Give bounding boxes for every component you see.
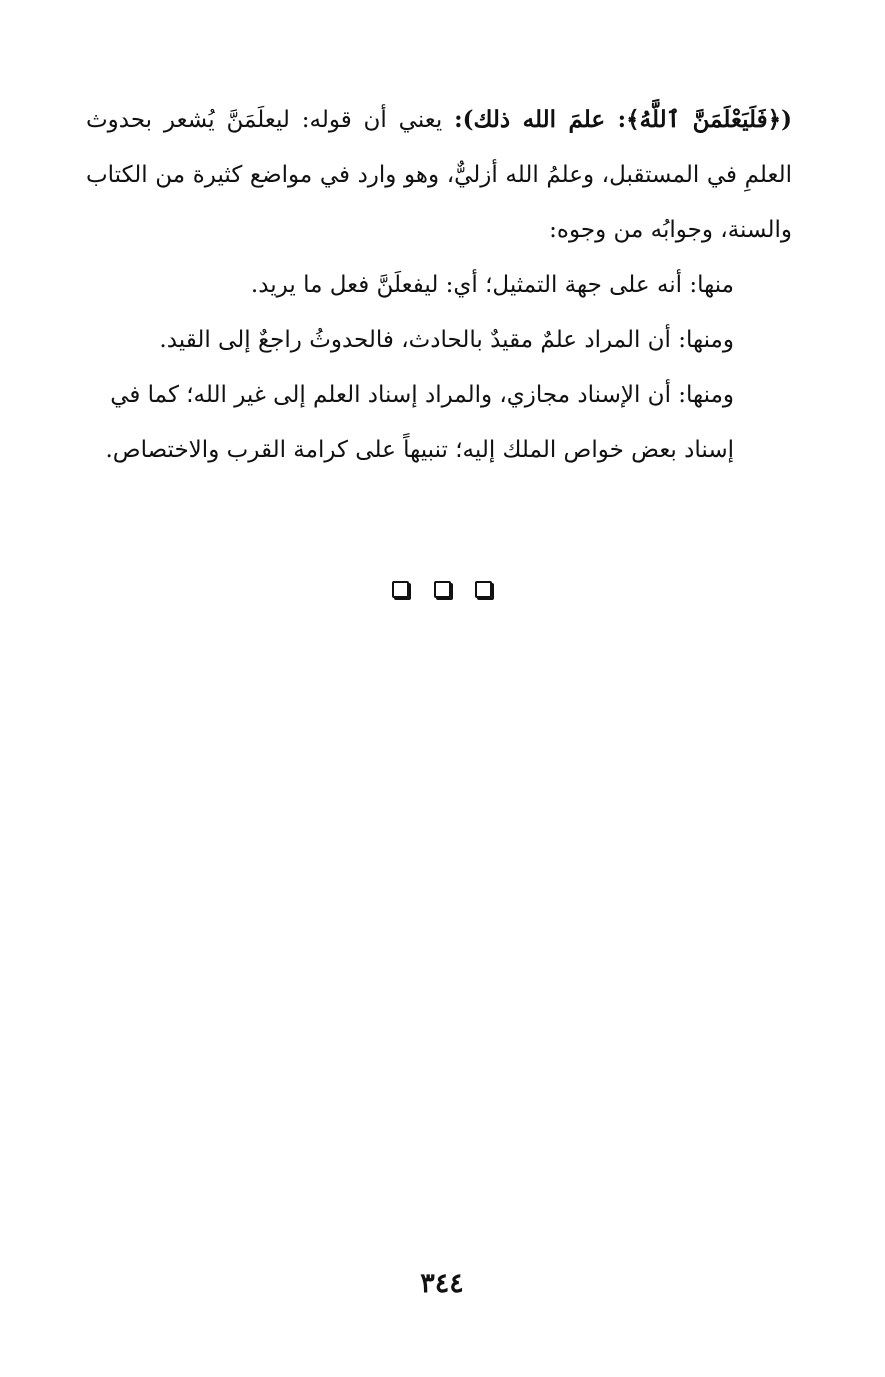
paragraph-text: ومنها: أن المراد علمٌ مقيدٌ بالحادث، فالحدوثُ راجعٌ إلى القيد. — [159, 327, 734, 353]
square-box-icon — [475, 581, 492, 598]
paragraph-1 — [86, 92, 792, 258]
square-box-icon — [434, 581, 451, 598]
page-number: ٣٤٤ — [420, 1268, 464, 1299]
commentary-text — [86, 92, 792, 478]
paragraph-text: منها: أنه على جهة التمثيل؛ أي: ليفعلَنَّ فعل ما يريد. — [250, 272, 734, 298]
paragraph-text: ومنها: أن الإسناد مجازي، والمراد إسناد العلم إلى غير الله؛ كما في إسناد بعض خواص الملك إليه؛ تنبيهاً على كرامة القرب والاختصاص. — [105, 382, 734, 463]
square-box-icon — [392, 581, 409, 598]
quoted-phrase: (﴿فَلَيَعْلَمَنَّ ٱللَّهُ﴾: علمَ الله ذلك): — [454, 106, 793, 133]
paragraph-3 — [86, 313, 792, 368]
paragraph-text: يعني أن قوله: ليعلَمَنَّ يُشعر بحدوث العلمِ في المستقبل، وعلمُ الله أزليٌّ، وهو وارد في مواضع كثيرة من الكتاب والسنة، وجوابُه من وجوه: — [86, 107, 792, 243]
paragraph-2 — [86, 258, 792, 313]
section-separator — [392, 577, 492, 601]
paragraph-4 — [86, 368, 792, 478]
